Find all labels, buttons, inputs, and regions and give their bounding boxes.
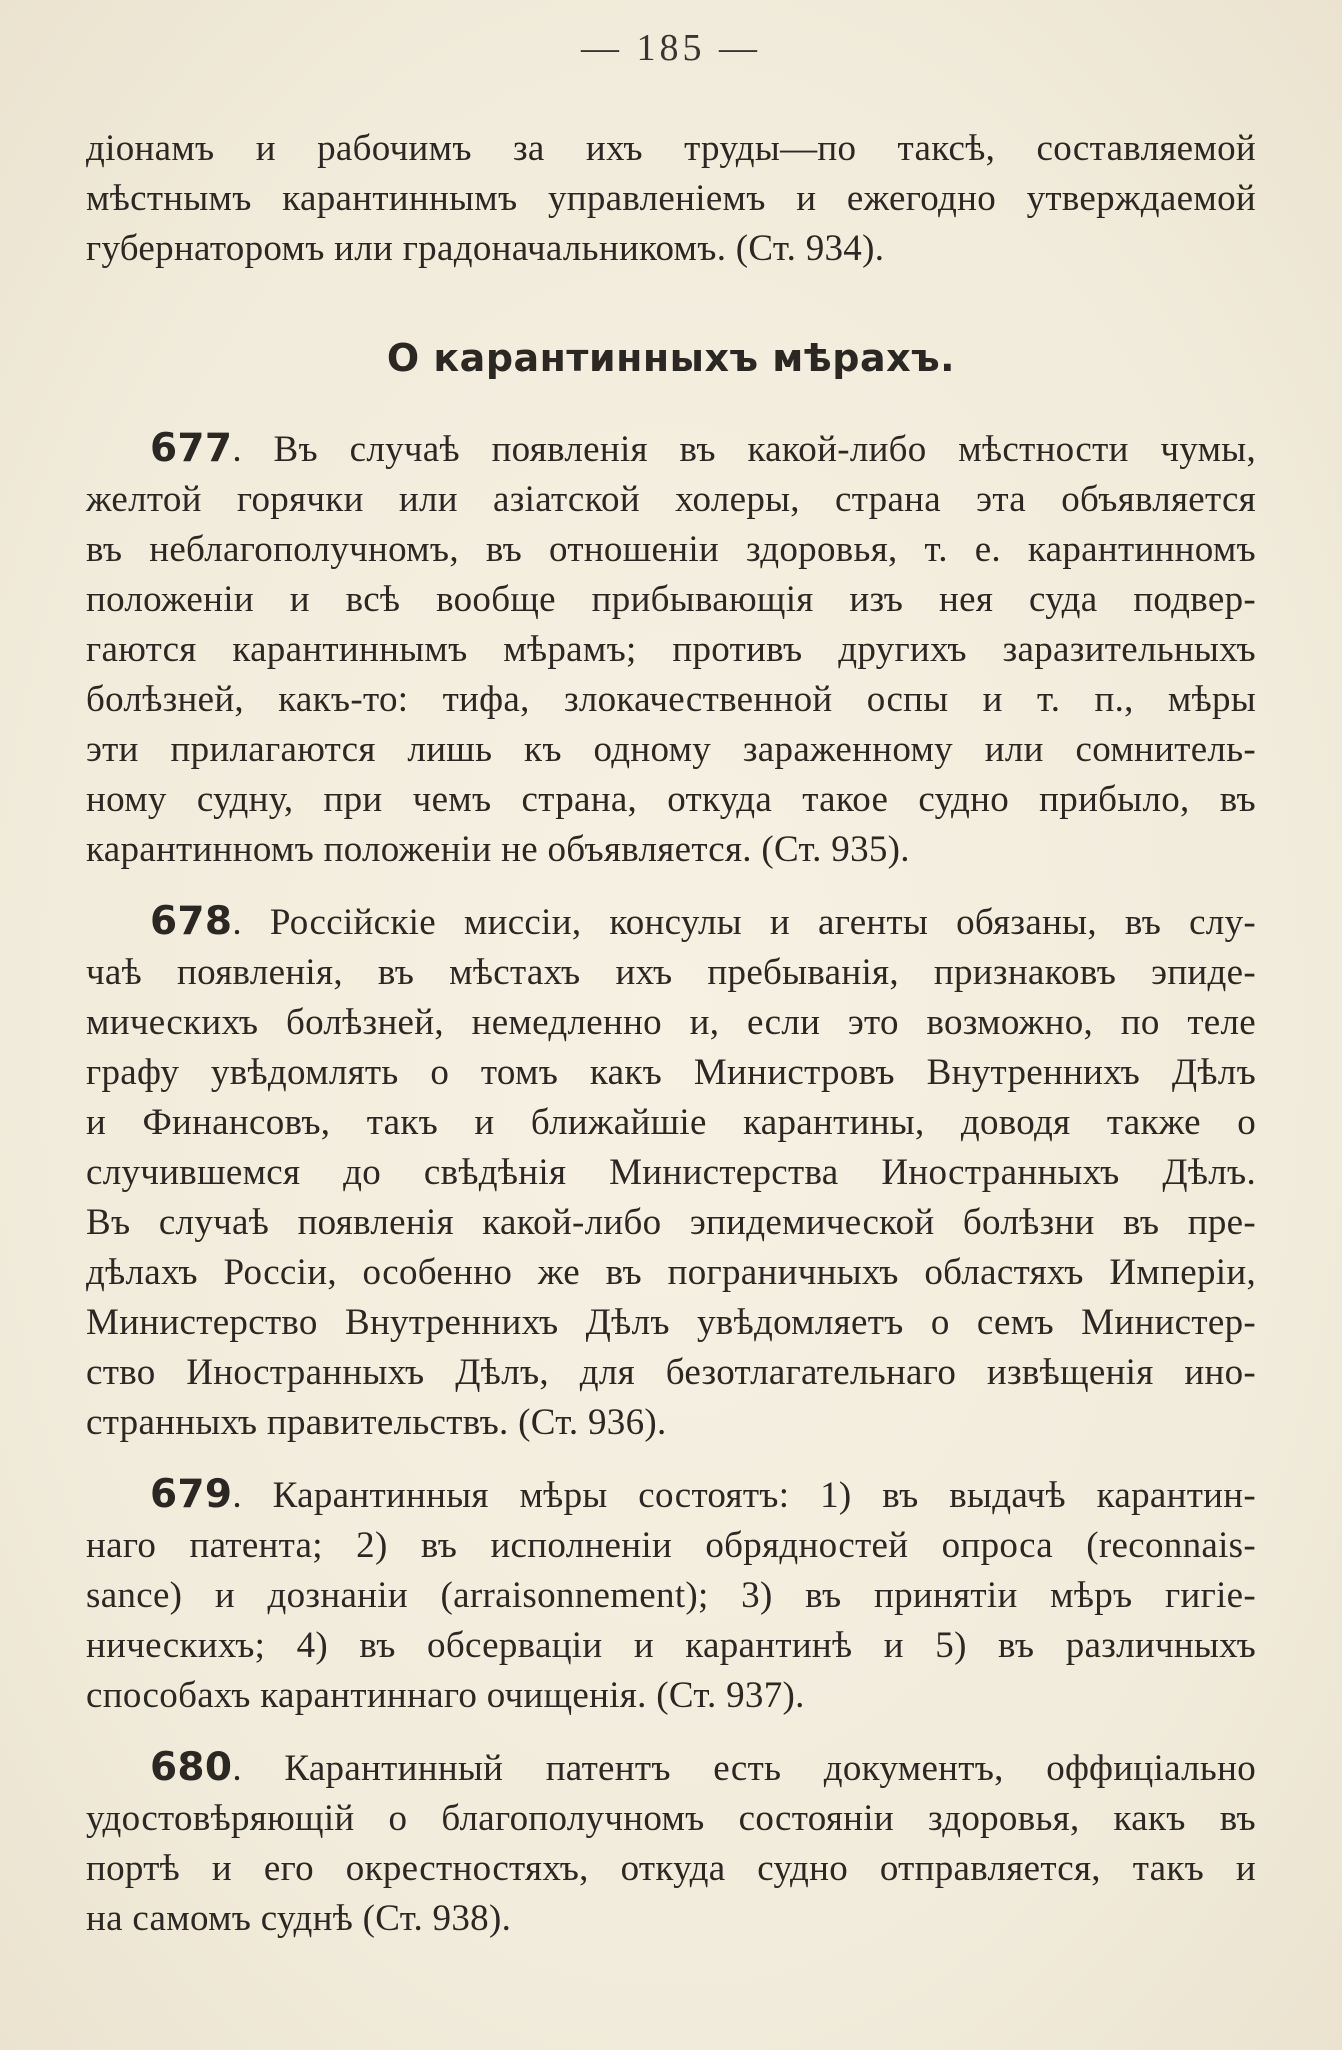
- text-line: наго патента; 2) въ исполненіи обрядностей опроса (reconnais-: [86, 1525, 1256, 1566]
- article-678: [86, 897, 1256, 1448]
- text-line: Въ случаѣ появленія какой-либо эпидемической болѣзни въ пре-: [86, 1202, 1256, 1243]
- text-line: мическихъ болѣзней, немедленно и, если это возможно, по теле: [86, 1002, 1256, 1043]
- text-line: на самомъ суднѣ (Ст. 938).: [86, 1898, 512, 1939]
- text-line: чаѣ появленія, въ мѣстахъ ихъ пребыванія, признаковъ эпиде-: [86, 952, 1256, 993]
- text-line: болѣзней, какъ-то: тифа, злокачественной оспы и т. п., мѣры: [86, 679, 1256, 720]
- text-line: ство Иностранныхъ Дѣлъ, для безотлагательнаго извѣщенія ино-: [86, 1352, 1256, 1393]
- article-lead-text: . Россійскіе миссіи, консулы и агенты обязаны, въ слу-: [232, 902, 1256, 943]
- text-line: и Финансовъ, такъ и ближайшіе карантины, доводя также о: [86, 1102, 1256, 1143]
- page-number: — 185 —: [581, 27, 761, 69]
- text-line: въ неблагополучномъ, въ отношеніи здоровья, т. е. карантинномъ: [86, 529, 1256, 570]
- article-680: [86, 1743, 1256, 1944]
- article-first-line: [86, 1743, 1256, 1794]
- section-heading: О карантинныхъ мѣрахъ.: [386, 336, 956, 380]
- text-line: желтой горячки или азіатской холеры, страна эта объявляется: [86, 479, 1256, 520]
- text-line: Министерство Внутреннихъ Дѣлъ увѣдомляетъ о семъ Министер-: [86, 1302, 1256, 1343]
- article-number: 678: [150, 899, 233, 944]
- text-line: діонамъ и рабочимъ за ихъ труды—по таксѣ, составляемой: [86, 128, 1256, 169]
- text-line: положеніи и всѣ вообще прибывающія изъ нея суда подвер-: [86, 579, 1256, 620]
- text-line: графу увѣдомлять о томъ какъ Министровъ Внутреннихъ Дѣлъ: [86, 1052, 1256, 1093]
- text-line: способахъ карантиннаго очищенія. (Ст. 937).: [86, 1675, 805, 1716]
- text-line: гаются карантиннымъ мѣрамъ; противъ другихъ заразительныхъ: [86, 629, 1256, 670]
- text-line: ному судну, при чемъ страна, откуда такое судно прибыло, въ: [86, 779, 1256, 820]
- text-line: странныхъ правительствъ. (Ст. 936).: [86, 1402, 667, 1443]
- article-677: [86, 424, 1256, 875]
- text-line: удостовѣряющій о благополучномъ состояніи здоровья, какъ въ: [86, 1798, 1256, 1839]
- text-line: эти прилагаются лишь къ одному зараженному или сомнитель-: [86, 729, 1256, 770]
- text-line: случившемся до свѣдѣнія Министерства Иностранныхъ Дѣлъ.: [86, 1152, 1256, 1193]
- text-line: карантинномъ положеніи не объявляется. (Ст. 935).: [86, 829, 910, 870]
- article-lead-text: . Карантинный патентъ есть документъ, оффиціально: [232, 1748, 1256, 1789]
- text-line: ническихъ; 4) въ обсерваціи и карантинѣ и 5) въ различныхъ: [86, 1625, 1256, 1666]
- intro-paragraph: [86, 124, 1256, 274]
- page-body: [86, 124, 1256, 1966]
- article-lead-text: . Въ случаѣ появленія въ какой-либо мѣстности чумы,: [232, 429, 1256, 470]
- text-line: губернаторомъ или градоначальникомъ. (Ст. 934).: [86, 228, 885, 269]
- article-lead-text: . Карантинныя мѣры состоятъ: 1) въ выдачѣ карантин-: [232, 1475, 1256, 1516]
- article-number: 679: [150, 1472, 233, 1517]
- article-first-line: [86, 897, 1256, 948]
- article-number: 677: [150, 426, 233, 471]
- article-679: [86, 1470, 1256, 1721]
- article-number: 680: [150, 1745, 233, 1790]
- text-line: портѣ и его окрестностяхъ, откуда судно отправляется, такъ и: [86, 1848, 1256, 1889]
- text-line: sance) и дознаніи (arraisonnement); 3) въ принятіи мѣръ гигіе-: [86, 1575, 1256, 1616]
- text-line: дѣлахъ Россіи, особенно же въ пограничныхъ областяхъ Имперіи,: [86, 1252, 1256, 1293]
- article-first-line: [86, 1470, 1256, 1521]
- text-line: мѣстнымъ карантиннымъ управленіемъ и ежегодно утверждаемой: [86, 178, 1256, 219]
- article-first-line: [86, 424, 1256, 475]
